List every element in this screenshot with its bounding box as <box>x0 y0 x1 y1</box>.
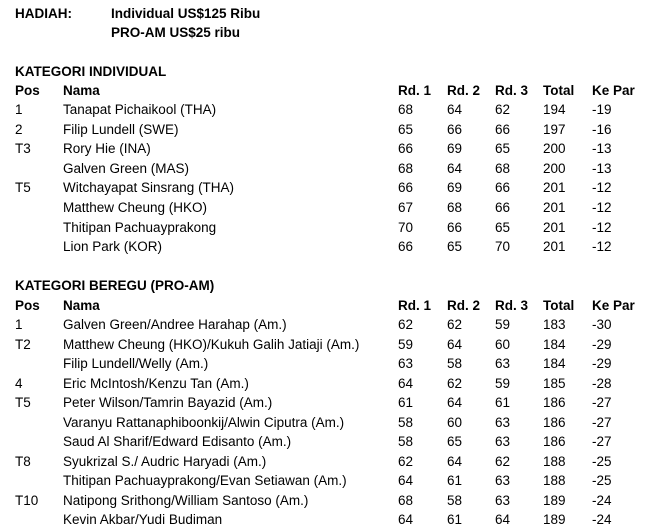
prize-label: HADIAH: <box>15 6 72 21</box>
cell-name: Kevin Akbar/Yudi Budiman <box>63 512 223 527</box>
cell-par: -24 <box>592 492 612 508</box>
cell-total: 200 <box>543 141 566 157</box>
header-par: Ke Par <box>592 83 635 98</box>
cell-par: -19 <box>592 102 612 117</box>
cell-rd1: 67 <box>398 200 414 215</box>
cell-pos: 2 <box>15 121 23 137</box>
cell-rd3: 63 <box>495 414 511 430</box>
header-rd3: Rd. 3 <box>495 83 529 98</box>
cell-rd3: 66 <box>495 200 511 215</box>
cell-rd3: 66 <box>495 121 511 137</box>
header-rd1: Rd. 1 <box>398 298 432 313</box>
cell-rd1: 65 <box>398 121 414 137</box>
cell-total: 184 <box>543 356 566 371</box>
cell-rd2: 58 <box>447 492 463 508</box>
cell-par: -16 <box>592 121 612 137</box>
cell-pos: T5 <box>15 395 31 410</box>
header-rd1: Rd. 1 <box>398 83 432 98</box>
cell-total: 200 <box>543 160 566 176</box>
table-row <box>0 178 668 197</box>
cell-name: Rory Hie (INA) <box>63 141 151 157</box>
cell-rd2: 58 <box>447 356 463 371</box>
cell-par: -12 <box>592 219 612 235</box>
cell-rd2: 69 <box>447 180 463 196</box>
cell-rd1: 61 <box>398 395 414 410</box>
team-table-header <box>0 296 668 315</box>
cell-pos: 1 <box>15 102 23 117</box>
cell-rd1: 64 <box>398 375 414 391</box>
table-row <box>0 159 668 178</box>
cell-rd2: 64 <box>447 102 463 117</box>
cell-total: 186 <box>543 434 566 449</box>
cell-name: Saud Al Sharif/Edward Edisanto (Am.) <box>63 434 292 449</box>
cell-rd3: 62 <box>495 102 511 117</box>
header-rd2: Rd. 2 <box>447 298 481 313</box>
cell-total: 184 <box>543 336 566 352</box>
cell-par: -30 <box>592 317 612 332</box>
cell-par: -13 <box>592 141 612 157</box>
cell-rd1: 64 <box>398 512 414 527</box>
cell-total: 186 <box>543 414 566 430</box>
header-par: Ke Par <box>592 298 635 313</box>
cell-par: -25 <box>592 453 612 469</box>
cell-rd2: 62 <box>447 317 463 332</box>
cell-par: -25 <box>592 473 612 488</box>
cell-rd3: 63 <box>495 356 511 371</box>
table-row <box>0 413 668 432</box>
cell-rd2: 65 <box>447 239 463 255</box>
cell-rd3: 59 <box>495 375 511 391</box>
cell-rd1: 68 <box>398 492 414 508</box>
cell-rd3: 63 <box>495 473 511 488</box>
cell-par: -12 <box>592 200 612 215</box>
cell-rd1: 66 <box>398 239 414 255</box>
table-row <box>0 452 668 471</box>
cell-pos: T10 <box>15 492 39 508</box>
cell-rd3: 64 <box>495 512 511 527</box>
table-row <box>0 198 668 217</box>
individual-table-header <box>0 81 668 100</box>
table-row <box>0 393 668 412</box>
cell-par: -29 <box>592 356 612 371</box>
cell-total: 189 <box>543 512 566 527</box>
cell-total: 188 <box>543 453 566 469</box>
header-name: Nama <box>63 83 100 98</box>
table-row <box>0 374 668 393</box>
cell-rd3: 63 <box>495 434 511 449</box>
table-row <box>0 432 668 451</box>
cell-par: -24 <box>592 512 612 527</box>
cell-pos: 1 <box>15 317 23 332</box>
cell-name: Matthew Cheung (HKO)/Kukuh Galih Jatiaji (Am.) <box>63 336 360 352</box>
cell-total: 188 <box>543 473 566 488</box>
cell-total: 183 <box>543 317 566 332</box>
cell-rd2: 60 <box>447 414 463 430</box>
cell-total: 186 <box>543 395 566 410</box>
table-row <box>0 510 668 529</box>
cell-rd1: 70 <box>398 219 414 235</box>
cell-rd1: 63 <box>398 356 414 371</box>
cell-rd3: 60 <box>495 336 511 352</box>
individual-section-title: KATEGORI INDIVIDUAL <box>15 64 167 79</box>
cell-name: Tanapat Pichaikool (THA) <box>63 102 217 117</box>
cell-rd3: 63 <box>495 492 511 508</box>
cell-rd3: 61 <box>495 395 511 410</box>
cell-rd2: 64 <box>447 336 463 352</box>
cell-total: 189 <box>543 492 566 508</box>
table-row <box>0 237 668 256</box>
cell-rd1: 59 <box>398 336 414 352</box>
header-name: Nama <box>63 298 100 313</box>
cell-rd2: 64 <box>447 453 463 469</box>
prize-line-individual <box>0 4 668 23</box>
cell-rd2: 64 <box>447 160 463 176</box>
table-row <box>0 218 668 237</box>
cell-par: -29 <box>592 336 612 352</box>
header-total: Total <box>543 83 575 98</box>
table-row <box>0 139 668 158</box>
cell-rd3: 62 <box>495 453 511 469</box>
prize-proam: PRO-AM US$25 ribu <box>111 25 241 40</box>
header-pos: Pos <box>15 83 40 98</box>
cell-rd2: 66 <box>447 121 463 137</box>
cell-par: -27 <box>592 434 612 449</box>
cell-rd2: 62 <box>447 375 463 391</box>
cell-rd3: 59 <box>495 317 511 332</box>
team-section-title: KATEGORI BEREGU (PRO-AM) <box>15 278 215 293</box>
cell-rd3: 68 <box>495 160 511 176</box>
cell-rd1: 64 <box>398 473 414 488</box>
cell-rd1: 62 <box>398 317 414 332</box>
cell-total: 201 <box>543 200 566 215</box>
cell-name: Matthew Cheung (HKO) <box>63 200 208 215</box>
header-rd2: Rd. 2 <box>447 83 481 98</box>
cell-rd1: 58 <box>398 414 414 430</box>
cell-name: Galven Green (MAS) <box>63 160 190 176</box>
cell-rd3: 70 <box>495 239 511 255</box>
cell-total: 194 <box>543 102 566 117</box>
prize-individual: Individual US$125 Ribu <box>111 6 261 21</box>
cell-name: Eric McIntosh/Kenzu Tan (Am.) <box>63 375 249 391</box>
cell-name: Lion Park (KOR) <box>63 239 163 255</box>
cell-name: Thitipan Pachuayprakong/Evan Setiawan (Am.) <box>63 473 347 488</box>
cell-rd3: 65 <box>495 219 511 235</box>
header-rd3: Rd. 3 <box>495 298 529 313</box>
cell-name: Natipong Srithong/William Santoso (Am.) <box>63 492 309 508</box>
cell-total: 201 <box>543 239 566 255</box>
cell-name: Syukrizal S./ Audric Haryadi (Am.) <box>63 453 267 469</box>
cell-name: Thitipan Pachuayprakong <box>63 219 217 235</box>
prize-line-proam <box>0 23 668 42</box>
cell-rd1: 62 <box>398 453 414 469</box>
cell-rd2: 64 <box>447 395 463 410</box>
cell-rd3: 65 <box>495 141 511 157</box>
cell-total: 201 <box>543 180 566 196</box>
cell-rd1: 68 <box>398 102 414 117</box>
cell-rd1: 66 <box>398 141 414 157</box>
header-total: Total <box>543 298 575 313</box>
header-pos: Pos <box>15 298 40 313</box>
table-row <box>0 491 668 510</box>
cell-rd2: 66 <box>447 219 463 235</box>
cell-name: Witchayapat Sinsrang (THA) <box>63 180 235 196</box>
cell-par: -27 <box>592 414 612 430</box>
cell-total: 197 <box>543 121 566 137</box>
table-row <box>0 120 668 139</box>
cell-rd2: 61 <box>447 473 463 488</box>
cell-rd2: 68 <box>447 200 463 215</box>
cell-pos: T3 <box>15 141 31 157</box>
cell-pos: T8 <box>15 453 31 469</box>
cell-par: -13 <box>592 160 612 176</box>
cell-pos: T5 <box>15 180 31 196</box>
table-row <box>0 471 668 490</box>
cell-rd1: 66 <box>398 180 414 196</box>
cell-total: 201 <box>543 219 566 235</box>
cell-name: Filip Lundell/Welly (Am.) <box>63 356 209 371</box>
cell-name: Galven Green/Andree Harahap (Am.) <box>63 317 287 332</box>
cell-rd1: 58 <box>398 434 414 449</box>
table-row <box>0 100 668 119</box>
table-row <box>0 335 668 354</box>
cell-par: -12 <box>592 239 612 255</box>
cell-rd2: 65 <box>447 434 463 449</box>
cell-par: -28 <box>592 375 612 391</box>
cell-par: -12 <box>592 180 612 196</box>
cell-rd2: 61 <box>447 512 463 527</box>
table-row <box>0 315 668 334</box>
cell-pos: T2 <box>15 336 31 352</box>
cell-name: Peter Wilson/Tamrin Bayazid (Am.) <box>63 395 273 410</box>
cell-pos: 4 <box>15 375 23 391</box>
cell-total: 185 <box>543 375 566 391</box>
cell-rd1: 68 <box>398 160 414 176</box>
cell-rd3: 66 <box>495 180 511 196</box>
cell-rd2: 69 <box>447 141 463 157</box>
cell-name: Filip Lundell (SWE) <box>63 121 179 137</box>
cell-par: -27 <box>592 395 612 410</box>
table-row <box>0 354 668 373</box>
cell-name: Varanyu Rattanaphiboonkij/Alwin Ciputra (Am.) <box>63 414 345 430</box>
